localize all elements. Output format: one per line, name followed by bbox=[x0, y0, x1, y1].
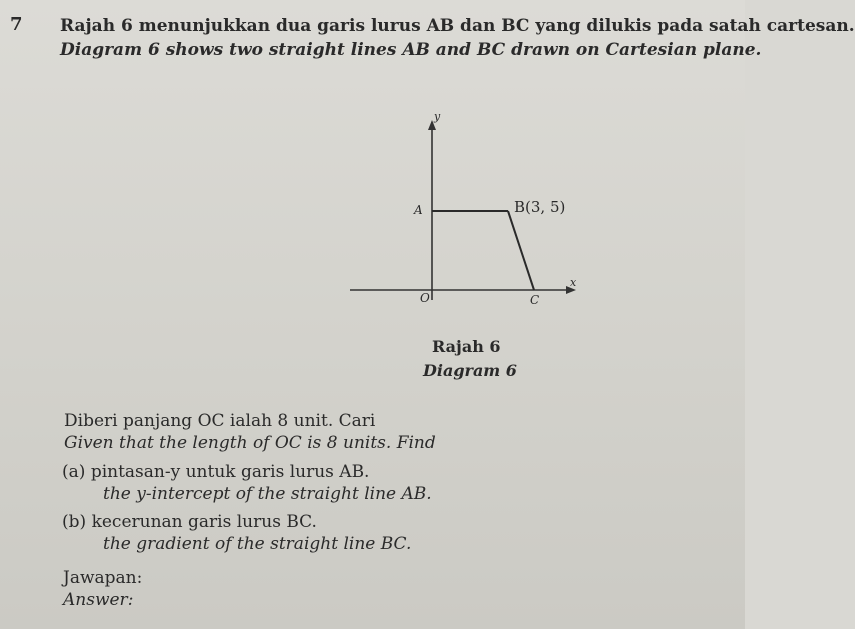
origin-label: O bbox=[420, 291, 430, 305]
part-a-english: the y-intercept of the straight line AB. bbox=[103, 484, 432, 504]
x-axis-label: x bbox=[570, 276, 577, 289]
answer-label-malay: Jawapan: bbox=[63, 568, 143, 588]
given-statement-malay: Diberi panjang OC ialah 8 unit. Cari bbox=[64, 411, 376, 431]
part-a-label: (a) bbox=[62, 462, 86, 482]
part-b-text-malay: kecerunan garis lurus BC. bbox=[91, 512, 317, 532]
question-number: 7 bbox=[10, 14, 23, 35]
point-b-label: B(3, 5) bbox=[514, 198, 566, 216]
y-axis-label: y bbox=[434, 110, 441, 123]
part-a-malay bbox=[62, 462, 369, 482]
line-bc bbox=[508, 211, 534, 290]
cartesian-diagram bbox=[340, 100, 600, 340]
answer-label-english: Answer: bbox=[63, 590, 134, 610]
question-intro-malay: Rajah 6 menunjukkan dua garis lurus AB dan BC yang dilukis pada satah cartesan. bbox=[60, 16, 855, 36]
diagram-caption-malay: Rajah 6 bbox=[432, 337, 501, 356]
part-b-english: the gradient of the straight line BC. bbox=[103, 534, 412, 554]
point-c-label: C bbox=[530, 293, 540, 307]
question-intro-english: Diagram 6 shows two straight lines AB and BC drawn on Cartesian plane. bbox=[60, 40, 762, 60]
given-statement-english: Given that the length of OC is 8 units. Find bbox=[64, 433, 436, 453]
part-b-label: (b) bbox=[62, 512, 87, 532]
point-a-label: A bbox=[414, 203, 423, 217]
diagram-caption-english: Diagram 6 bbox=[423, 361, 517, 380]
part-b-malay bbox=[62, 512, 317, 532]
part-a-text-malay: pintasan-y untuk garis lurus AB. bbox=[90, 462, 370, 482]
